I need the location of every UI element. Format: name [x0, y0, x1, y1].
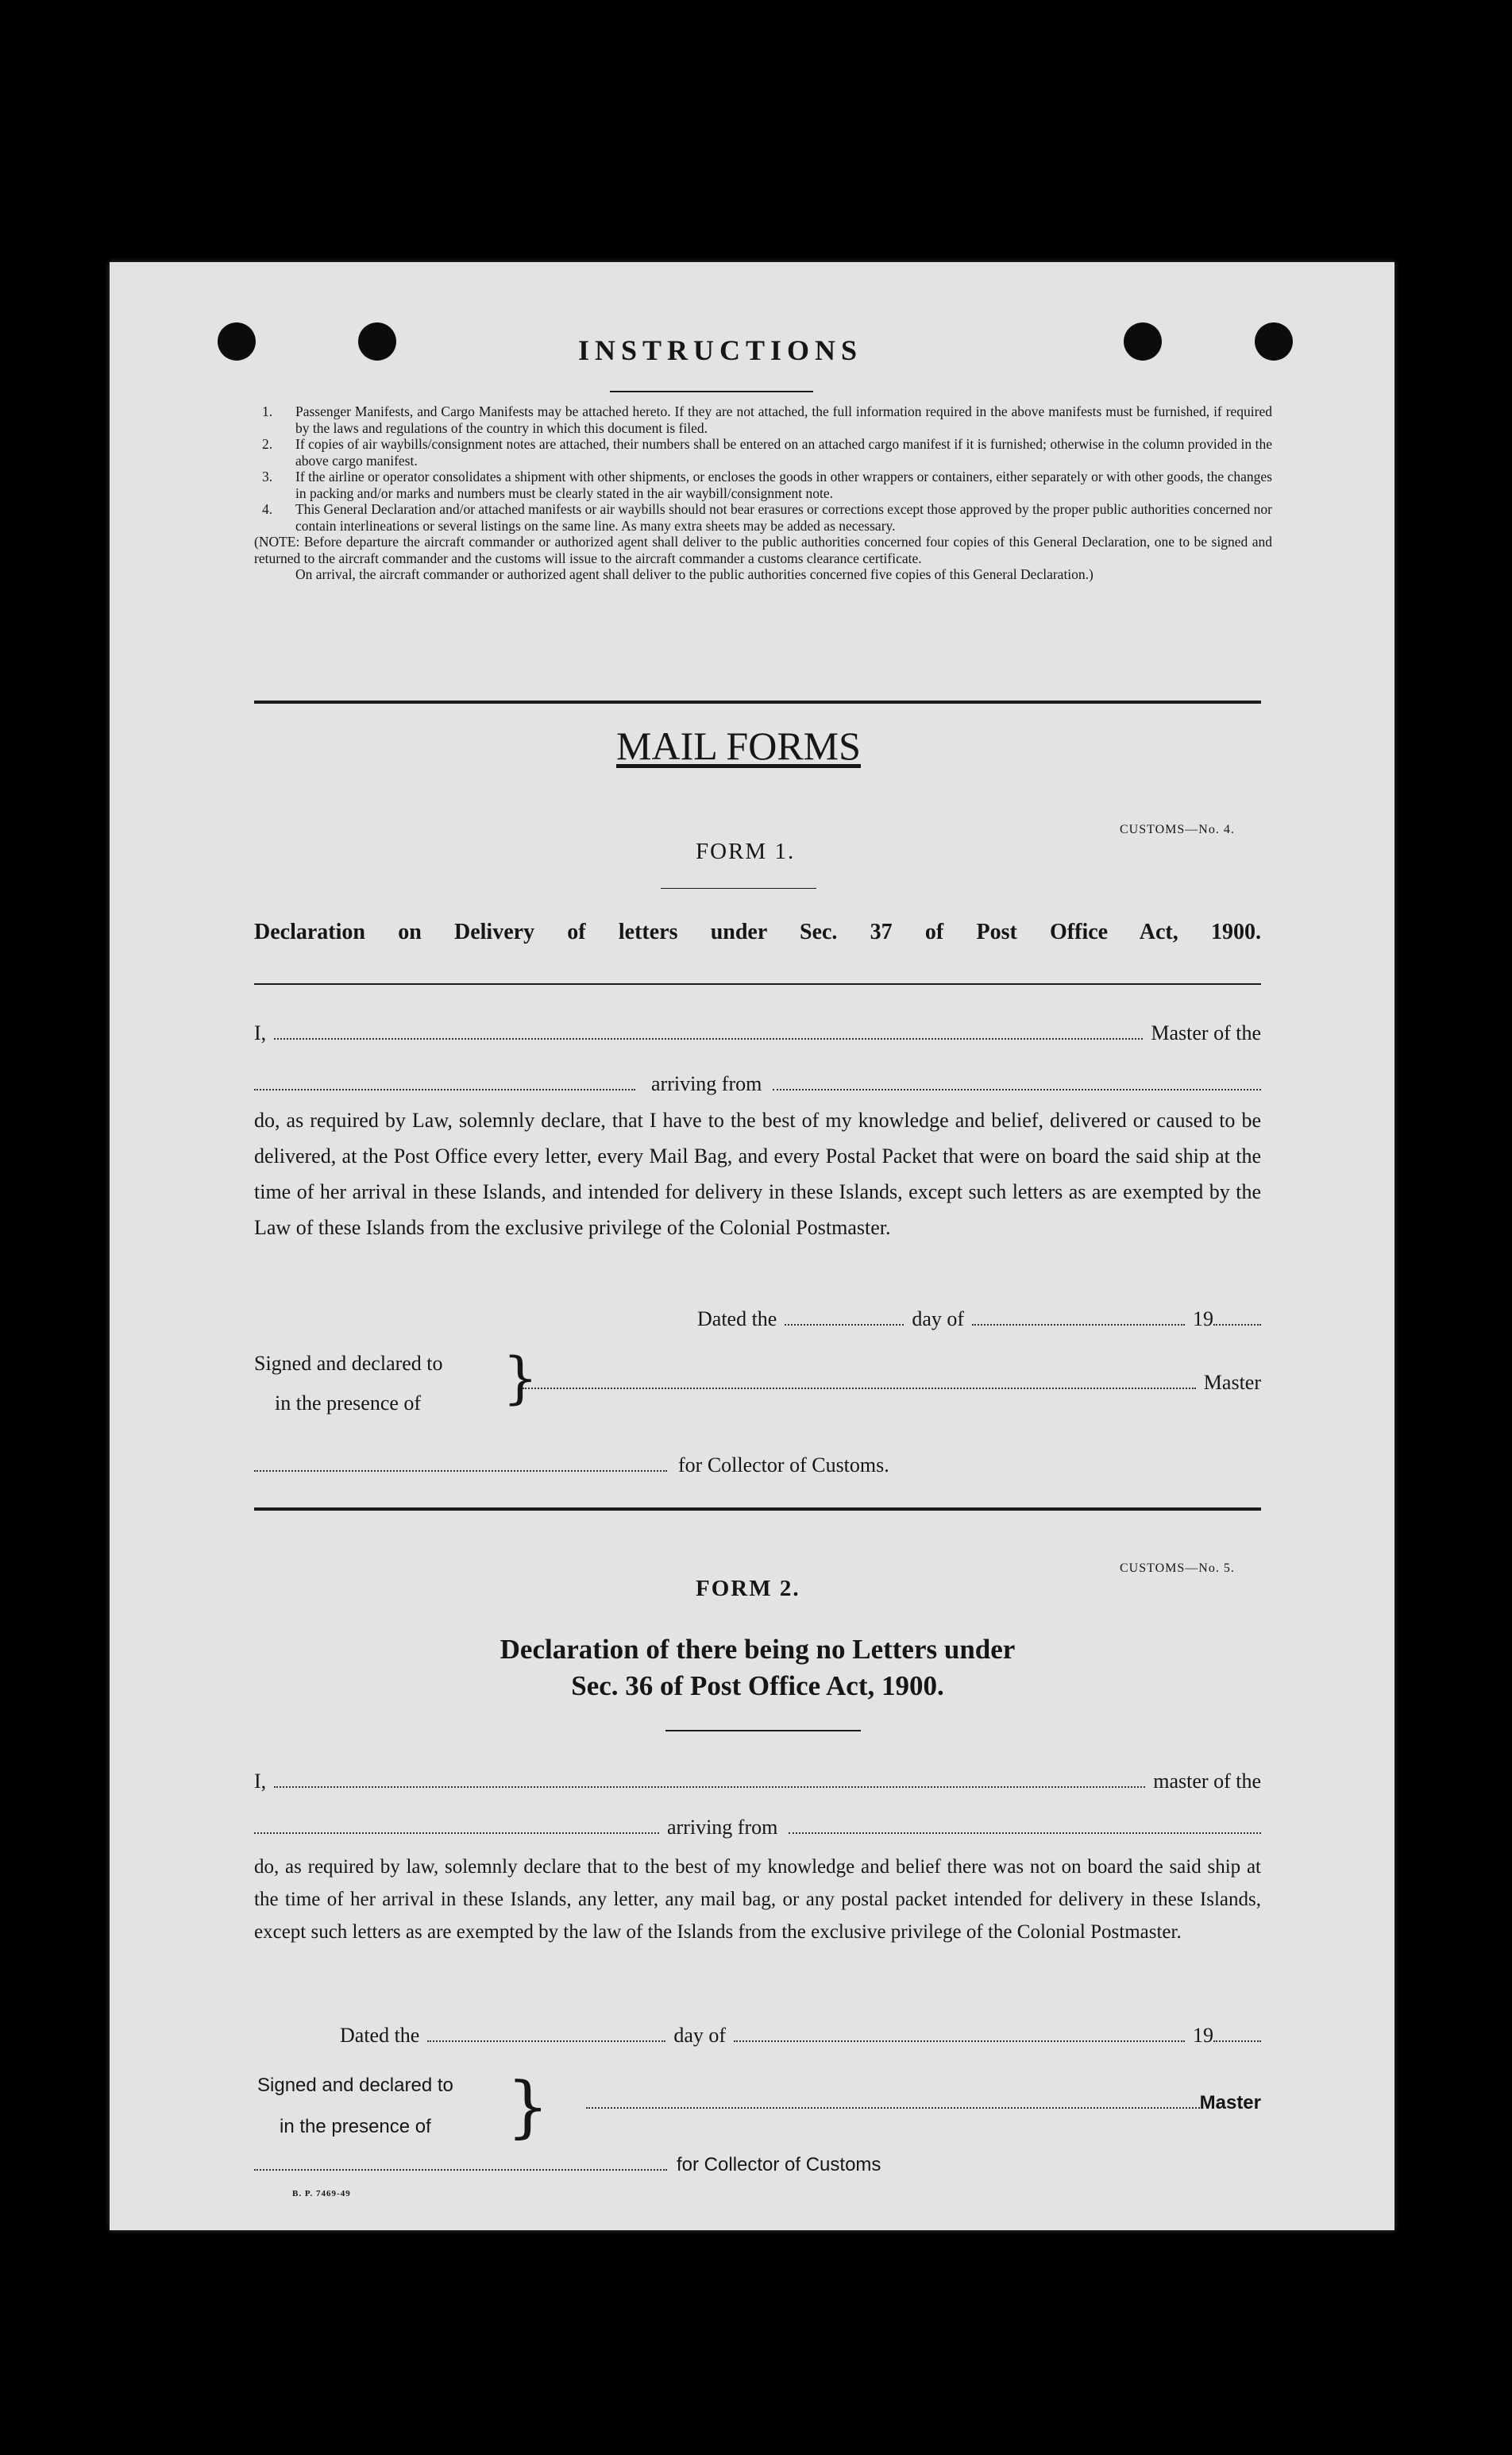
form-1-body: do, as required by Law, solemnly declare, that I have to the best of my knowledge and belief, delivered or caused to be delivered, at the Post Office every letter, every Mail Bag, and every Postal Packet that were on board the said ship at the time of her arrival in these Islands, and intended for delivery in these Islands, except such letters as are exempted by the Law of these Islands from the exclusive privilege of the Colonial Postmaster.: [254, 1109, 1261, 1239]
form-2-body: do, as required by law, solemnly declare that to the best of my knowledge and belief there was not on board the said ship at the time of her arrival in these Islands, any letter, any mail bag, or any postal packet intended for delivery in these Islands, except such letters as are exempted by the law of the Islands from the exclusive privilege of the Colonial Postmaster.: [254, 1856, 1261, 1943]
mail-forms-title: MAIL FORMS: [616, 724, 861, 768]
name-field[interactable]: [274, 1786, 1145, 1788]
form-1-heading: Declaration on Delivery of letters under Sec. 37 of Post Office Act, 1900.: [254, 920, 1261, 944]
brace-icon: }: [507, 2067, 550, 2145]
year-field[interactable]: [1213, 1324, 1261, 1326]
instruction-note: (NOTE: Before departure the aircraft commander or authorized agent shall deliver to the public authorities concerned four copies of this General Declaration, one to be signed and returned to the aircraft commander and the customs will issue to the aircraft commander a customs clearance certificate.: [254, 534, 1272, 566]
customs-reference: CUSTOMS—No. 5.: [1120, 1561, 1235, 1575]
witness-signature-field[interactable]: [254, 1470, 667, 1472]
form-2-master-sign-line: Master: [586, 2092, 1261, 2114]
form-1-collector-line: for Collector of Customs.: [254, 1453, 889, 1477]
form-1-heading-rule: [254, 983, 1261, 985]
document-page: [110, 262, 1394, 2230]
signed-label: Signed and declared to: [254, 1352, 443, 1375]
form-2-title: FORM 2.: [696, 1576, 800, 1601]
form-2-heading-underline: [665, 1730, 861, 1731]
section-divider: [254, 1507, 1261, 1511]
instruction-item: 4. This General Declaration and/or attached manifests or air waybills should not bear erasures or corrections except those approved by the proper public authorities concerned nor contain interlineations or several listings on the same line. As many extra sheets may be added as necessary.: [262, 501, 1272, 534]
form-1-master-sign-line: Master: [523, 1371, 1261, 1395]
form-1-master-line: I, Master of the: [254, 1021, 1261, 1044]
punch-hole-icon: [358, 322, 396, 361]
day-field[interactable]: [785, 1324, 904, 1326]
master-signature-field[interactable]: [523, 1388, 1196, 1389]
presence-label: in the presence of: [275, 1392, 422, 1415]
section-divider: [254, 701, 1261, 704]
print-code: B. P. 7469-49: [292, 2189, 351, 2198]
instructions-underline: [610, 391, 813, 392]
punch-hole-icon: [1124, 322, 1162, 361]
punch-hole-icon: [218, 322, 256, 361]
form-2-date-line: Dated the day of 19: [340, 2024, 1261, 2048]
form-2-arriving-line: arriving from: [254, 1816, 1261, 1839]
instruction-item: 1. Passenger Manifests, and Cargo Manifests may be attached hereto. If they are not attached, the full information required in the above manifests must be furnished, if required by the laws and regulations of the country in which this document is filed.: [262, 403, 1272, 436]
arriving-from-field[interactable]: [789, 1832, 1261, 1834]
witness-signature-field[interactable]: [254, 2169, 667, 2171]
ship-name-field[interactable]: [254, 1832, 659, 1834]
instruction-item: 3. If the airline or operator consolidates a shipment with other shipments, or encloses the goods in other wrappers or containers, either separately or with other goods, the changes in packing and/or marks and numbers must be clearly stated in the air waybill/consignment note.: [262, 469, 1272, 501]
instructions-list: [254, 403, 1272, 583]
brace-icon: }: [503, 1345, 538, 1411]
instruction-note: On arrival, the aircraft commander or authorized agent shall deliver to the public authorities concerned five copies of this General Declaration.): [295, 566, 1094, 582]
month-field[interactable]: [972, 1324, 1185, 1326]
presence-label: in the presence of: [280, 2116, 431, 2137]
master-signature-field[interactable]: [586, 2107, 1200, 2109]
arriving-from-field[interactable]: [773, 1089, 1261, 1090]
punch-hole-icon: [1255, 322, 1293, 361]
form-1-title: FORM 1.: [696, 839, 796, 864]
month-field[interactable]: [734, 2040, 1185, 2042]
form-2-collector-line: for Collector of Customs: [254, 2154, 881, 2176]
signed-label: Signed and declared to: [257, 2075, 453, 2096]
instructions-title: INSTRUCTIONS: [578, 334, 863, 366]
form-2-master-line: I, master of the: [254, 1770, 1261, 1793]
form-2-heading: Declaration of there being no Letters under Sec. 36 of Post Office Act, 1900.: [499, 1634, 1016, 1701]
name-field[interactable]: [274, 1038, 1143, 1040]
day-field[interactable]: [427, 2040, 665, 2042]
year-field[interactable]: [1213, 2040, 1261, 2042]
instruction-item: 2. If copies of air waybills/consignment notes are attached, their numbers shall be entered on an attached cargo manifest if it is furnished; otherwise in the column provided in the above cargo manifest.: [262, 436, 1272, 469]
form-1-title-underline: [661, 888, 816, 889]
form-1-arriving-line: arriving from: [254, 1072, 1261, 1096]
customs-reference: CUSTOMS—No. 4.: [1120, 823, 1235, 836]
ship-name-field[interactable]: [254, 1089, 635, 1090]
form-1-date-line: Dated the day of 19: [697, 1307, 1261, 1331]
